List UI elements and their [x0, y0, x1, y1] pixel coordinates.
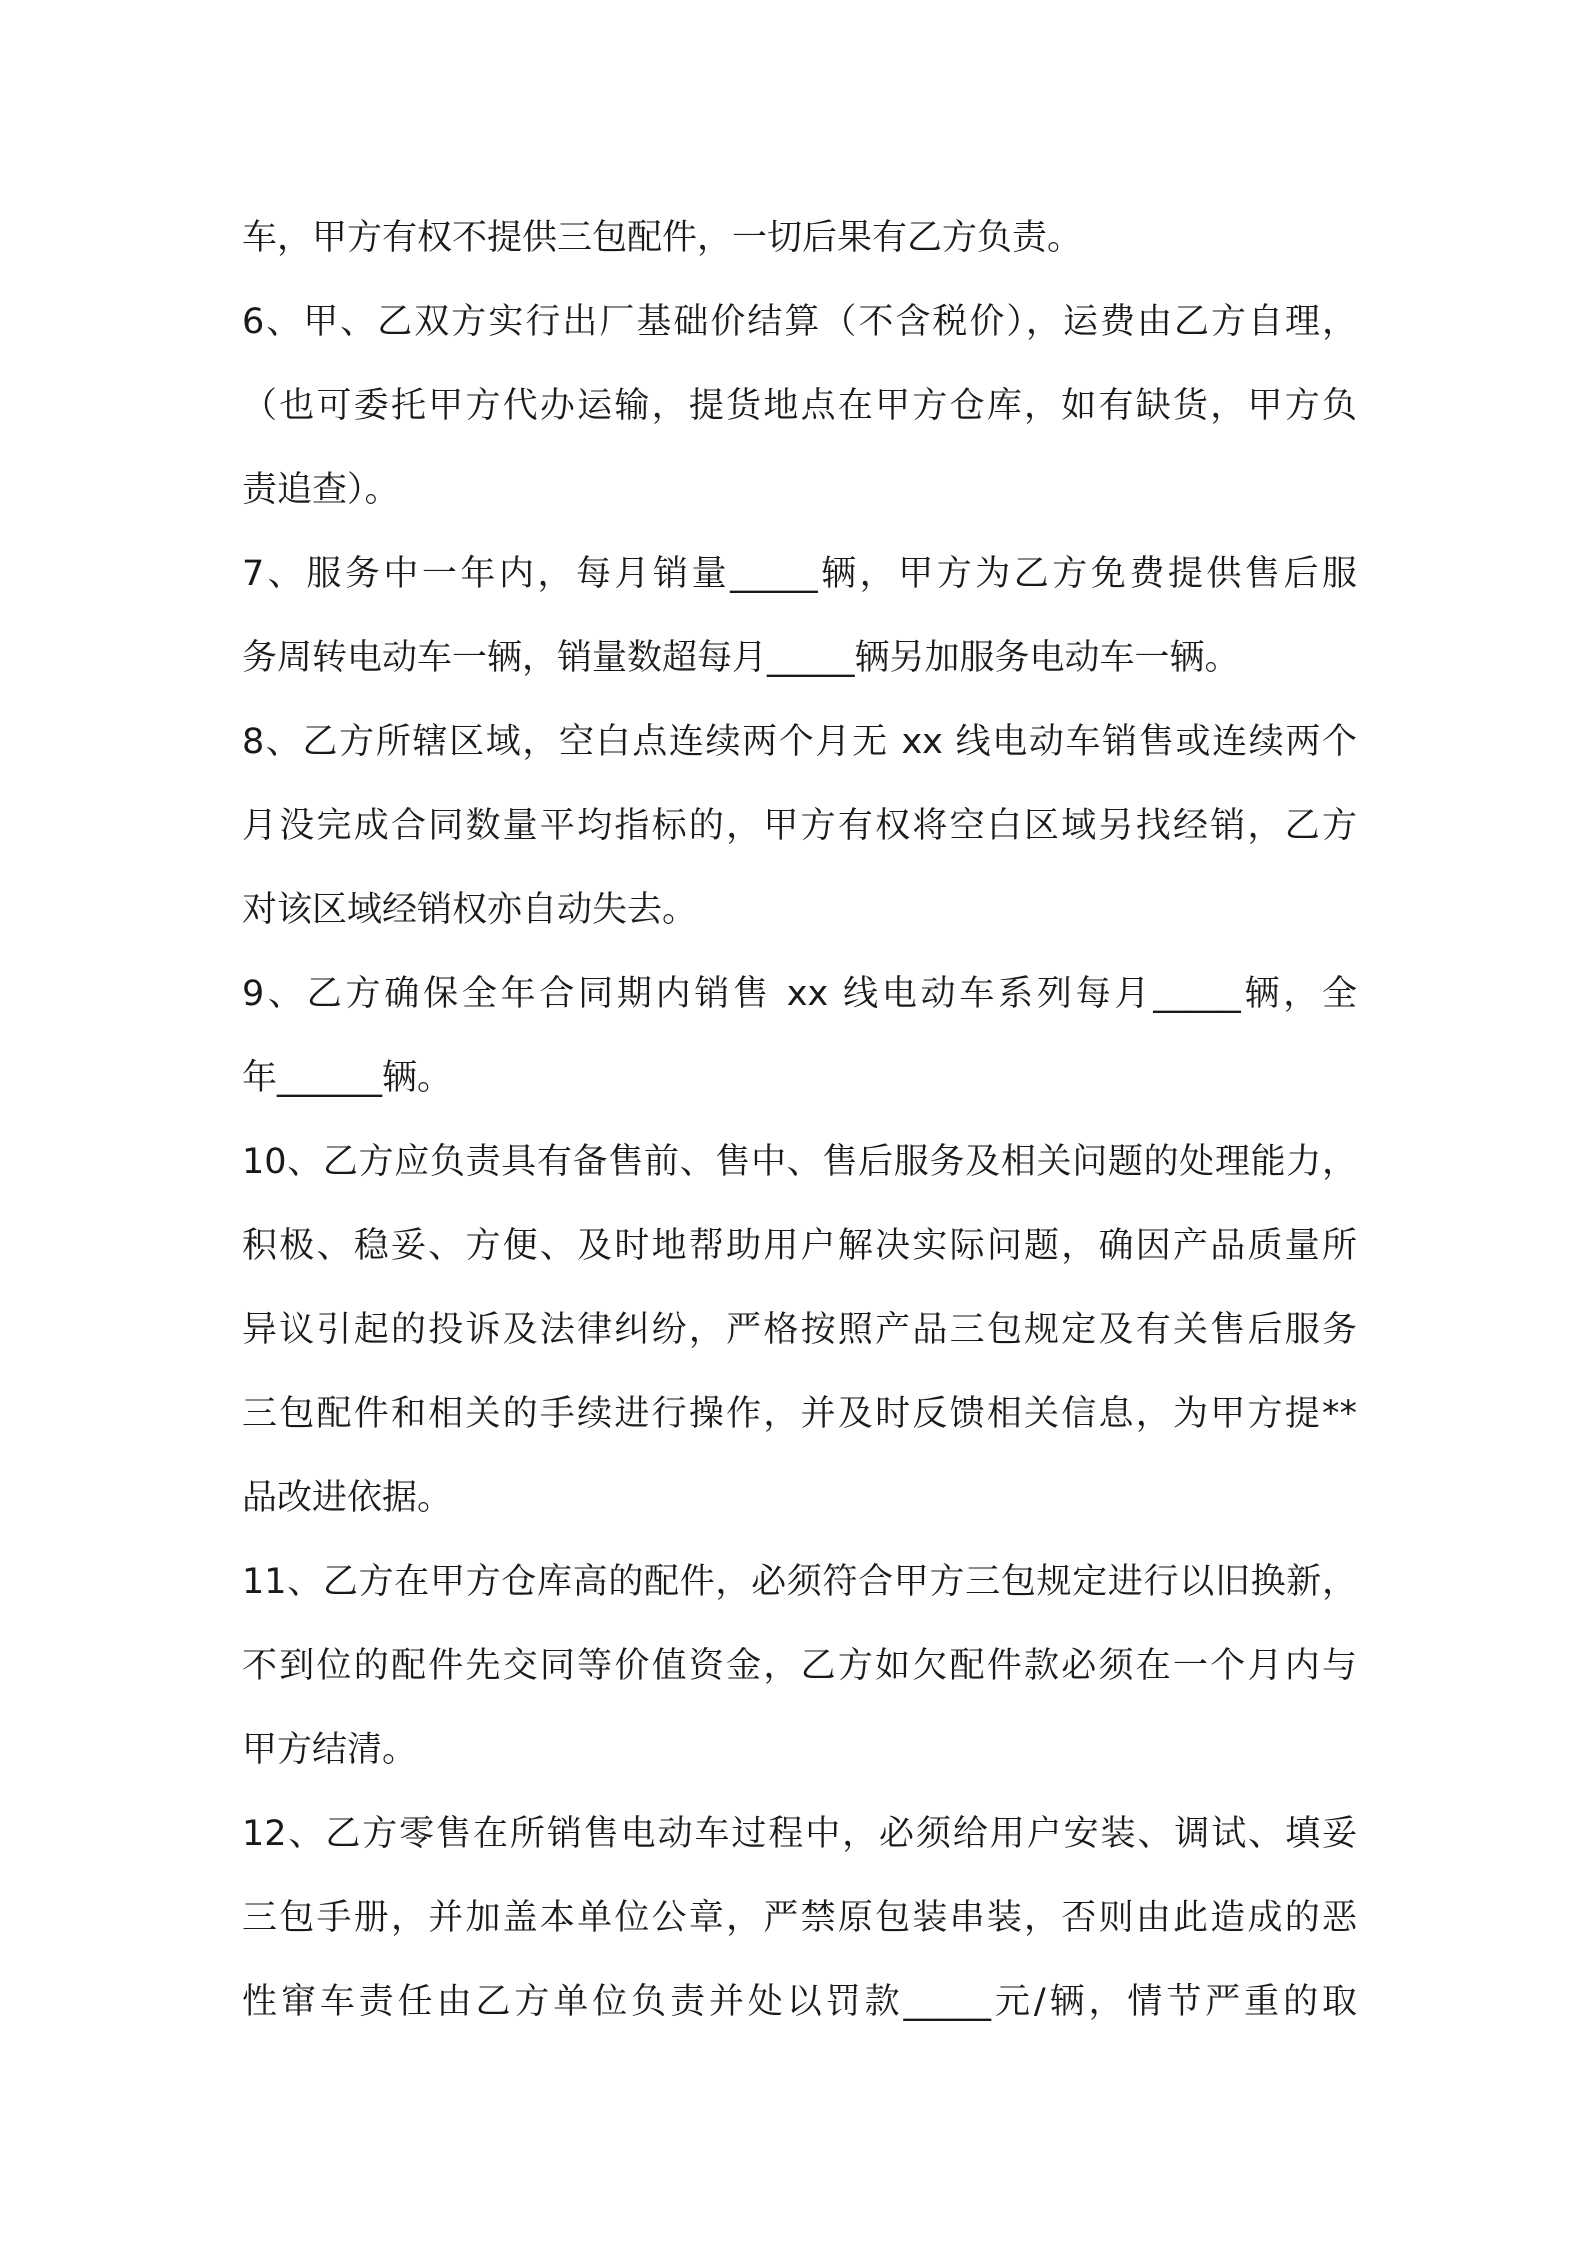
- text-line: 品改进依据。: [242, 1478, 453, 1518]
- text-line: 11、乙方在甲方仓库高的配件，必须符合甲方三包规定进行以旧换新，: [242, 1562, 1357, 1602]
- text-line: 务周转电动车一辆，销量数超每月_____辆另加服务电动车一辆。: [242, 638, 1240, 678]
- text-line: 甲方结清。: [242, 1730, 418, 1770]
- text-line: 年______辆。: [242, 1058, 453, 1098]
- text-line: 不到位的配件先交同等价值资金，乙方如欠配件款必须在一个月内与: [242, 1646, 1357, 1686]
- text-line: 6、甲、乙双方实行出厂基础价结算（不含税价），运费由乙方自理，: [242, 302, 1357, 342]
- text-line: 12、乙方零售在所销售电动车过程中，必须给用户安装、调试、填妥: [242, 1814, 1357, 1854]
- text-line: （也可委托甲方代办运输，提货地点在甲方仓库，如有缺货，甲方负: [242, 386, 1357, 426]
- text-line: 责追查）。: [242, 470, 400, 510]
- document-body: [242, 196, 1357, 2044]
- text-line: 三包配件和相关的手续进行操作，并及时反馈相关信息，为甲方提**: [242, 1394, 1357, 1434]
- text-line: 7、服务中一年内，每月销量_____辆，甲方为乙方免费提供售后服: [242, 554, 1357, 594]
- text-line: 车，甲方有权不提供三包配件，一切后果有乙方负责。: [242, 218, 1083, 258]
- text-line: 月没完成合同数量平均指标的，甲方有权将空白区域另找经销，乙方: [242, 806, 1357, 846]
- text-line: 10、乙方应负责具有备售前、售中、售后服务及相关问题的处理能力，: [242, 1142, 1357, 1182]
- text-line: 性窜车责任由乙方单位负责并处以罚款_____元/辆，情节严重的取: [242, 1982, 1357, 2022]
- text-line: 异议引起的投诉及法律纠纷，严格按照产品三包规定及有关售后服务: [242, 1310, 1357, 1350]
- text-line: 积极、稳妥、方便、及时地帮助用户解决实际问题，确因产品质量所: [242, 1226, 1357, 1266]
- text-line: 三包手册，并加盖本单位公章，严禁原包装串装，否则由此造成的恶: [242, 1898, 1357, 1938]
- document-page: [242, 196, 1357, 2044]
- text-line: 对该区域经销权亦自动失去。: [242, 890, 698, 930]
- text-line: 8、乙方所辖区域，空白点连续两个月无 xx 线电动车销售或连续两个: [242, 722, 1357, 762]
- text-line: 9、乙方确保全年合同期内销售 xx 线电动车系列每月_____辆，全: [242, 974, 1357, 1014]
